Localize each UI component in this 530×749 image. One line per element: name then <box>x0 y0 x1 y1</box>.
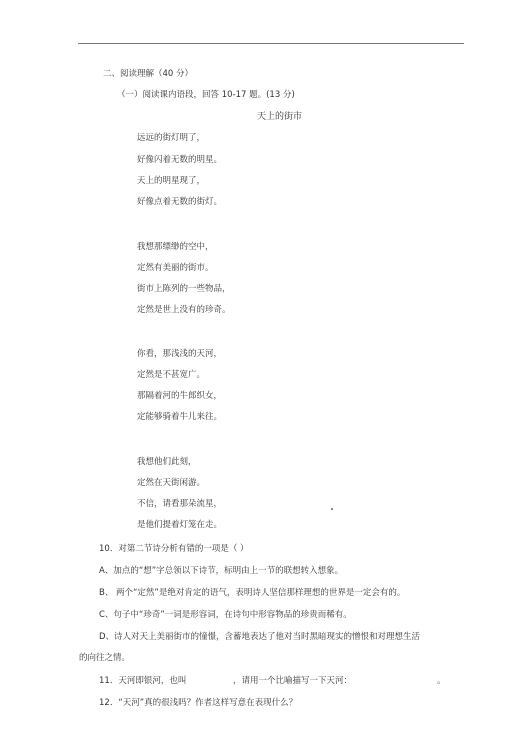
section-heading: 二、阅读理解（40 分） <box>103 69 194 79</box>
poem-line: 好像闪着无数的明星。 <box>137 155 223 165</box>
question-10-option-a: A、加点的“想”字总领以下诗节，标明由上一节的联想转入想象。 <box>99 566 344 576</box>
header-rule <box>78 43 464 44</box>
question-11-part2: ，请用一个比喻描写一下天河： <box>233 676 353 686</box>
poem-line: 天上的明星现了， <box>137 176 206 186</box>
section-subheading: （一）阅读课内语段，回答 10-17 题。(13 分) <box>117 90 295 100</box>
question-12-stem: 12．“天河”真的很浅吗？作者这样写意在表现什么？ <box>99 698 298 708</box>
question-10-option-c: C、句子中“珍奇”一词是形容词，在诗句中形容物品的珍贵而稀有。 <box>99 610 352 620</box>
poem-line: 定然是不甚宽广。 <box>137 370 206 380</box>
poem-line: 街市上陈列的一些物品， <box>137 284 231 294</box>
poem-line: 是他们提着灯笼在走。 <box>137 520 223 530</box>
poem-line: 定然在天街闲游。 <box>137 478 206 488</box>
poem-line: 定能够骑着牛儿来往。 <box>137 412 223 422</box>
question-10-option-d: D、诗人对天上美丽街市的憧憬，含蓄地表达了他对当时黑暗现实的憎恨和对理想生活 <box>99 632 421 642</box>
poem-line: 那隔着河的牛郎织女， <box>137 391 223 401</box>
question-10-option-d-continued: 的向往之情。 <box>79 653 131 663</box>
question-11-end-mark: 。 <box>437 676 446 686</box>
poem-line: 定然是世上没有的珍奇。 <box>137 305 231 315</box>
poem-line: 好像点着无数的街灯。 <box>137 197 223 207</box>
question-10-stem: 10．对第二节诗分析有错的一项是（ ） <box>99 544 249 554</box>
poem-line: 我想那缥缈的空中， <box>137 242 214 252</box>
poem-line: 远远的街灯明了， <box>137 133 206 143</box>
poem-line: 定然有美丽的街市。 <box>137 263 214 273</box>
question-10-option-b: B、 两个“定然”是绝对肯定的语气，表明诗人坚信那样理想的世界是一定会有的。 <box>99 588 406 598</box>
question-11-part1: 11．天河即银河，也叫 <box>99 676 187 686</box>
poem-title: 天上的街市 <box>257 112 303 122</box>
poem-line: 我想他们此刻， <box>137 457 197 467</box>
stray-dot <box>331 508 333 510</box>
poem-line: 你看，那浅浅的天河， <box>137 349 223 359</box>
poem-line: 不信，请看那朵流星， <box>137 499 223 509</box>
